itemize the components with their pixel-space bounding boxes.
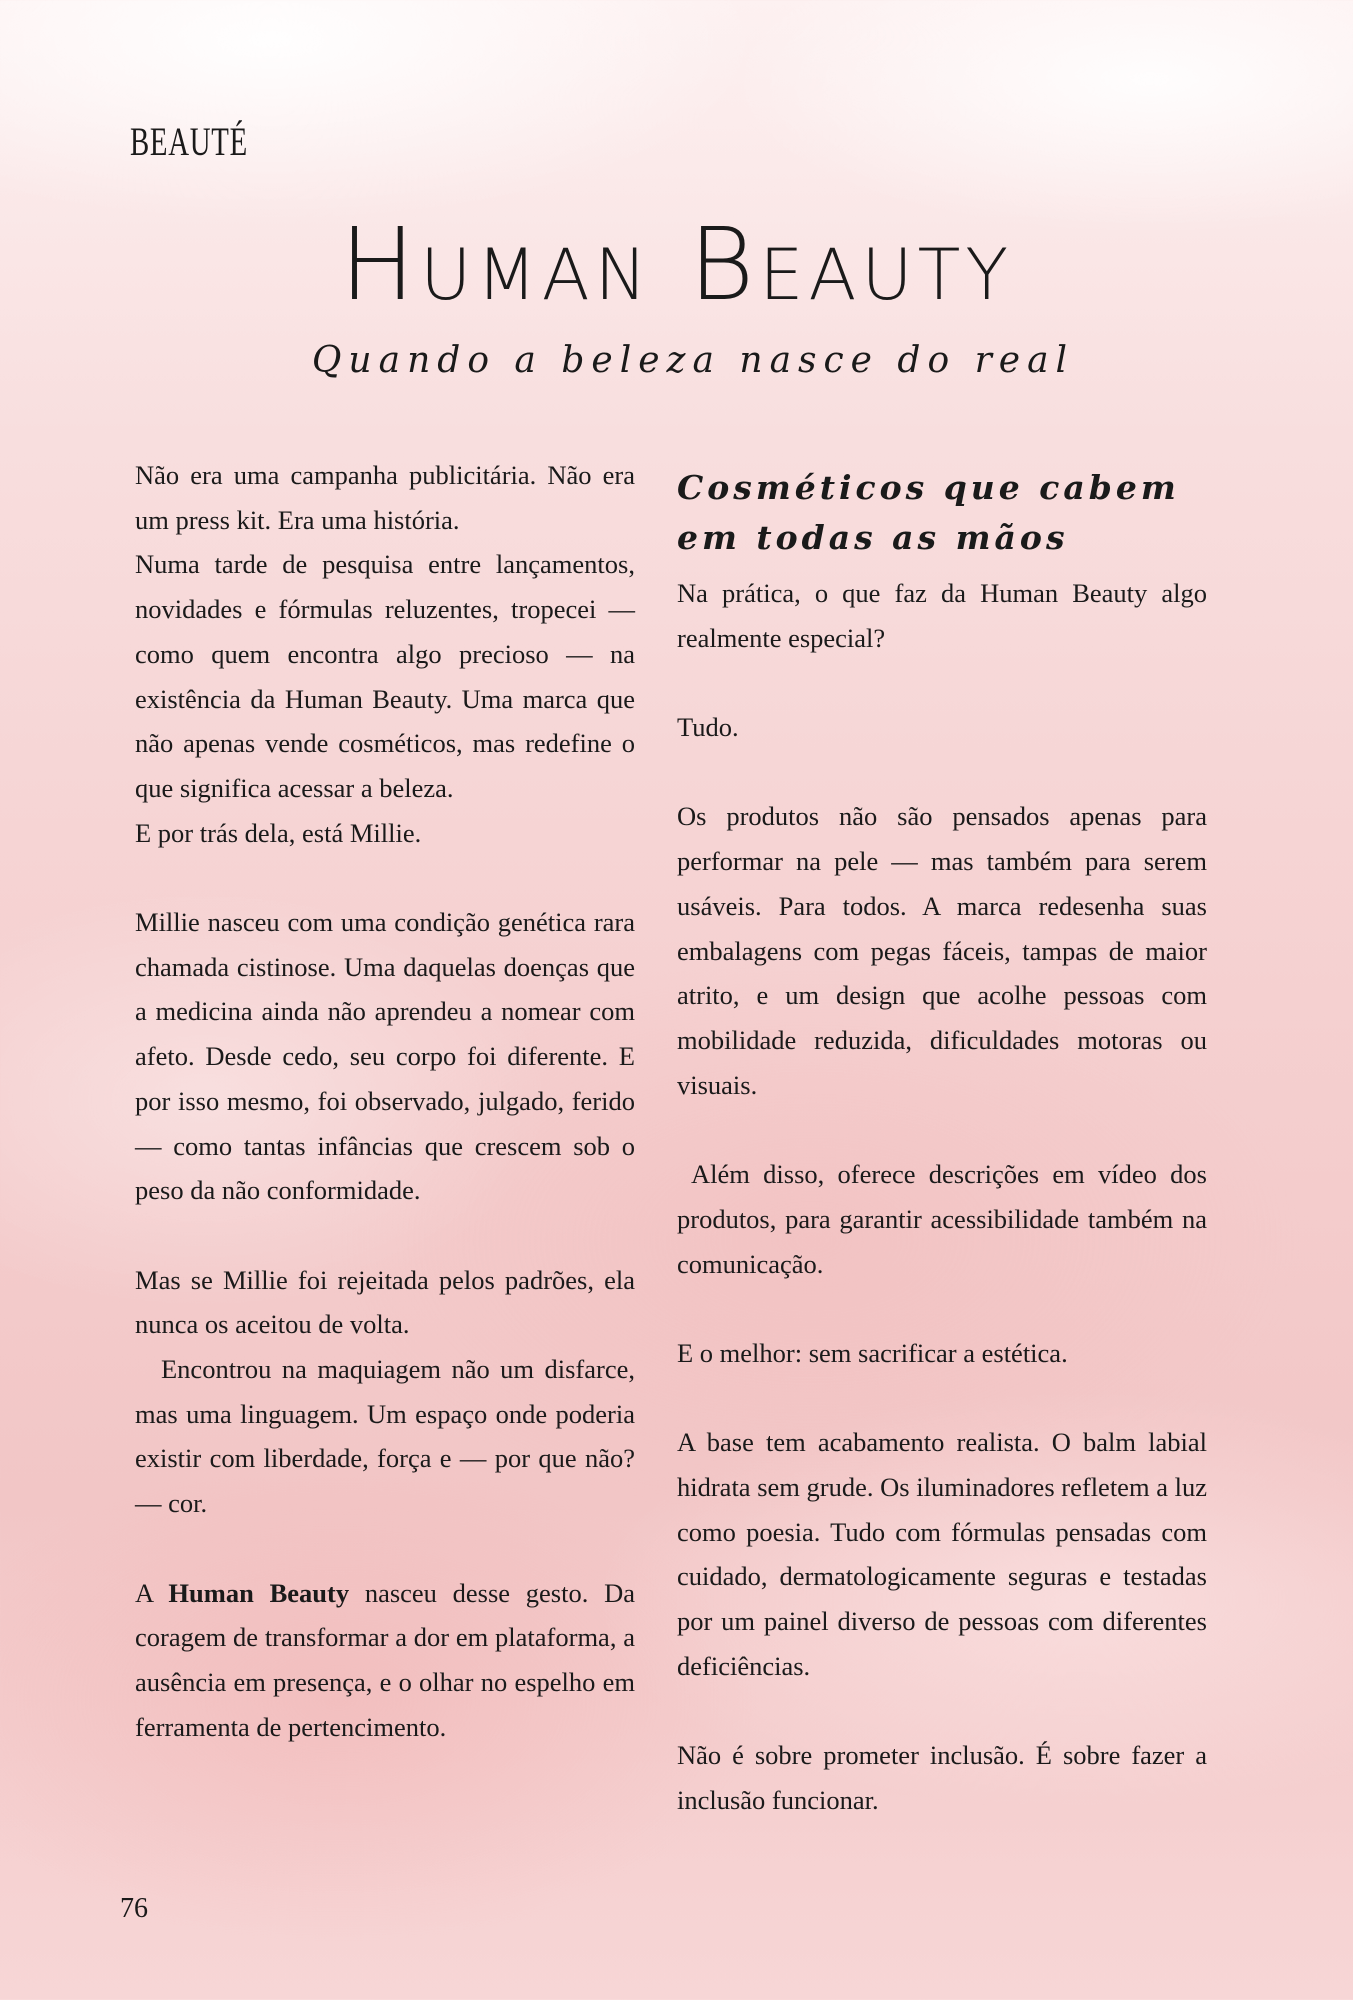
article-title: Human Beauty xyxy=(339,206,1014,323)
page-number: 76 xyxy=(120,1893,148,1924)
paragraph: Encontrou na maquiagem não um disfarce, mas uma linguagem. Um espaço onde poderia existir com liberdade, força e — por que não? — cor. xyxy=(135,1354,635,1519)
paragraph: E por trás dela, está Millie. xyxy=(135,817,422,848)
paragraph: Millie nasceu com uma condição genética rara chamada cistinose. Uma daquelas doenças que a medicina ainda não aprendeu a nomear com afeto. Desde cedo, seu corpo foi diferente. E por isso mesmo, foi observado, julgado, ferido — como tantas infâncias que crescem sob o peso da não conformidade. xyxy=(135,907,635,1206)
paragraph: A base tem acabamento realista. O balm labial hidrata sem grude. Os iluminadores refletem a luz como poesia. Tudo com fórmulas pensadas com cuidado, dermatologicamente seguras e testadas por um painel diverso de pessoas com diferentes deficiências. xyxy=(677,1427,1207,1681)
paragraph: E o melhor: sem sacrificar a estética. xyxy=(677,1337,1068,1368)
article-subtitle: Quando a beleza nasce do real xyxy=(311,340,1075,381)
paragraph xyxy=(135,1571,635,1750)
column-heading: Cosméticos que cabem em todas as mãos xyxy=(677,468,1180,557)
text-span: A xyxy=(135,1577,169,1608)
paragraph: Não era uma campanha publicitária. Não era um press kit. Era uma história. xyxy=(135,460,635,535)
section-label: BEAUTÉ xyxy=(130,119,248,164)
right-column xyxy=(677,453,1207,1823)
paragraph: Além disso, oferece descrições em vídeo dos produtos, para garantir acessibilidade também na comunicação. xyxy=(677,1159,1207,1279)
paragraph: Não é sobre prometer inclusão. É sobre fazer a inclusão funcionar. xyxy=(677,1740,1207,1815)
paragraph: Os produtos não são pensados apenas para performar na pele — mas também para serem usáveis. Para todos. A marca redesenha suas embalagens com pegas fáceis, tampas de maior atrito, e um design que acolhe pessoas com mobilidade reduzida, dificuldades motoras ou visuais. xyxy=(677,801,1207,1100)
text-span: nasceu desse gesto. Da coragem de transformar a dor em plataforma, a ausência em presença, e o olhar no espelho em ferramenta de pertencimento. xyxy=(135,1577,635,1742)
paragraph: Na prática, o que faz da Human Beauty algo realmente especial? xyxy=(677,578,1207,653)
left-column xyxy=(135,453,635,1749)
paragraph: Mas se Millie foi rejeitada pelos padrões, ela nunca os aceitou de volta. xyxy=(135,1264,635,1340)
paragraph: Tudo. xyxy=(677,712,739,743)
paragraph: Numa tarde de pesquisa entre lançamentos, novidades e fórmulas reluzentes, tropecei — como quem encontra algo precioso — na existência da Human Beauty. Uma marca que não apenas vende cosméticos, mas redefine o que significa acessar a beleza. xyxy=(135,549,635,803)
brand-name: Human Beauty xyxy=(168,1577,350,1608)
